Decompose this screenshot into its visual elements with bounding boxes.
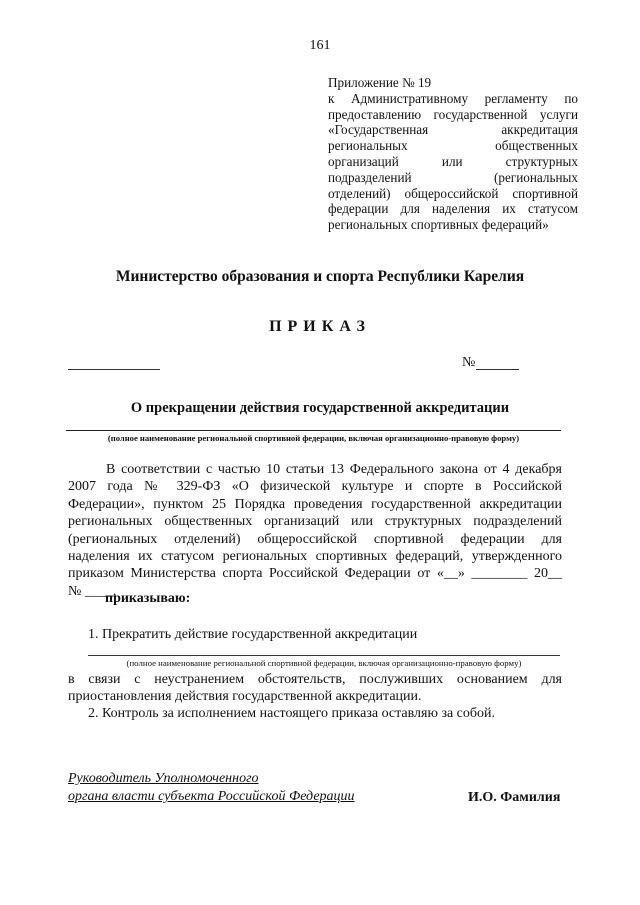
paragraph-line: № ____, — [68, 583, 117, 599]
appendix-line: отделений) общероссийской спортивной — [328, 185, 578, 201]
ministry-title: Министерство образования и спорта Республики Карелия — [115, 268, 525, 285]
order-verb: приказываю: — [105, 591, 191, 606]
appendix-line: подразделений (региональных — [328, 169, 578, 185]
paragraph-line: приостановления действия государственной аккредитации. — [68, 689, 422, 705]
appendix-line: к Административному регламенту по — [328, 90, 578, 106]
order-number-blank-line — [476, 369, 519, 370]
order-item-2: 2. Контроль за исполнением настоящего приказа оставляю за собой. — [88, 706, 496, 721]
order-number-sign: № — [462, 355, 476, 370]
paragraph-line: В соответствии с частью 10 статьи 13 Федерального закона от 4 декабря — [106, 462, 562, 477]
appendix-line: организаций или структурных — [328, 153, 578, 169]
page-number: 161 — [309, 38, 331, 53]
appendix-line: «Государственная аккредитация — [328, 122, 578, 138]
paragraph-line: Федерации», пунктом 25 Порядка проведения государственной аккредитации — [68, 496, 562, 512]
order-subject: О прекращении действия государственной аккредитации — [130, 400, 510, 416]
fill-in-caption: (полное наименование региональной спортивной федерации, включая организационно-правовую форму) — [107, 433, 520, 443]
appendix-line: региональных спортивных федераций» — [328, 217, 549, 233]
appendix-line: региональных общественных — [328, 138, 578, 154]
paragraph-line: приказом Министерства спорта Российской Федерации от «__» ________ 20__ — [68, 566, 562, 582]
reason-paragraph — [68, 671, 562, 706]
signatory-title-line2: органа власти субъекта Российской Федерации — [68, 789, 355, 804]
appendix-line: федерации для наделения их статусом — [328, 201, 578, 217]
paragraph-line: региональных общественных организаций или структурных подразделений — [68, 514, 562, 530]
fill-in-line — [88, 655, 560, 656]
paragraph-line: (региональных отделений) общероссийской спортивной федерации для — [68, 531, 562, 547]
order-item-1: 1. Прекратить действие государственной аккредитации — [88, 627, 418, 642]
fill-in-caption: (полное наименование региональной спортивной федерации, включая организационно-правовую форму) — [126, 658, 522, 668]
appendix-line: Приложение № 19 — [328, 75, 432, 90]
order-title: ПРИКАЗ — [269, 318, 371, 335]
fill-in-line — [66, 430, 561, 431]
appendix-line: предоставлению государственной услуги — [328, 106, 578, 122]
appendix-header — [328, 75, 578, 233]
preamble-paragraph — [68, 461, 562, 600]
paragraph-line: в связи с неустранением обстоятельств, послуживших основанием для — [68, 672, 562, 687]
paragraph-line: наделения их статусом региональных спортивных федераций, утвержденного — [68, 549, 562, 565]
paragraph-line: 2007 года № 329-ФЗ «О физической культуре и спорте в Российской — [68, 479, 562, 495]
signatory-title-line1: Руководитель Уполномоченного — [68, 771, 259, 786]
date-blank-line — [68, 368, 160, 370]
signatory-name: И.О. Фамилия — [468, 790, 561, 805]
